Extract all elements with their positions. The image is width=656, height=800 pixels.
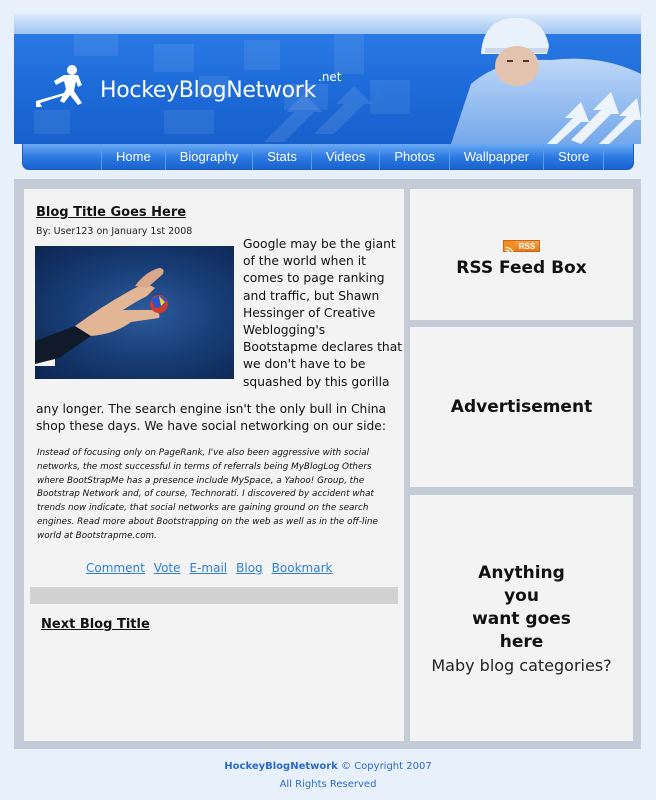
post-title[interactable]: Blog Title Goes Here [36,205,187,220]
nav-item-home[interactable]: Home [101,144,165,170]
rss-icon [504,241,515,251]
site-logo[interactable] [34,62,342,112]
post-divider [30,587,398,604]
rss-feed-title: RSS Feed Box [456,257,587,278]
footer-brand[interactable]: HockeyBlogNetwork [224,761,338,772]
comment-link[interactable]: Comment [86,561,145,575]
custom-content-box [410,495,633,741]
custom-box-title-line-4: here [499,631,544,652]
nav-item-videos[interactable]: Videos [311,144,380,170]
footer-copyright-text: © Copyright 2007 [337,761,432,772]
nav-items [101,144,604,170]
email-link[interactable]: E-mail [189,561,228,575]
custom-box-title-line-2: you [504,585,539,606]
custom-box-subtitle: Maby blog categories? [431,655,612,675]
nav-item-stats[interactable]: Stats [252,144,311,170]
logo-text: HockeyBlogNetwork [100,77,316,103]
rss-badge-label: RSS [515,241,539,251]
blog-link[interactable]: Blog [236,561,263,575]
site-header [14,14,641,144]
custom-box-title-line-1: Anything [478,562,565,583]
next-post-title[interactable]: Next Blog Title [41,617,150,632]
vote-link[interactable]: Vote [153,561,181,575]
hockey-player-photo [441,14,641,144]
main-nav [22,144,634,170]
nav-item-biography[interactable]: Biography [165,144,253,170]
nav-item-photos[interactable]: Photos [379,144,448,170]
rss-badge[interactable] [503,240,540,252]
nav-item-store[interactable]: Store [543,144,604,170]
footer-rights: All Rights Reserved [279,779,377,790]
post-quote: Instead of focusing only on PageRank, I've also been aggressive with social networks, the most successful in terms of referrals being MyBlogLog Others where BootStrapMe has a presence include MySpace, a Yahoo! Group, the Bootstrap Network and, of course, Technorati. I discovered by accident what trends now indicate, that social networks are gaining ground on the search engines. Read more about Bootstrapping on the web as well as in the off-line world at Bootstrapme.com. [37,448,378,541]
post-body-continued: any longer. The search engine isn't the only bull in China shop these days. We have social networking on our side: [36,402,387,434]
bookmark-link[interactable]: Bookmark [271,561,333,575]
post-body-right: Google may be the giant of the world when it comes to page ranking and traffic, but Shawn Hessinger of Creative Weblogging's Bootstapme declares that we don't have to be squashed by this gorilla [243,237,403,389]
nav-item-wallpapper[interactable]: Wallpapper [449,144,543,170]
post-actions [86,561,341,575]
hand-holding-ball-image [35,246,234,379]
post-image [35,246,234,379]
post-meta: By: User123 on January 1st 2008 [36,226,193,237]
custom-box-title-line-3: want goes [472,608,571,629]
footer-copyright [0,761,656,772]
logo-suffix: .net [318,70,342,84]
advertisement-title: Advertisement [450,397,593,417]
rss-feed-box [410,189,633,320]
hockey-player-silhouette-icon [34,63,98,111]
advertisement-box [410,327,633,487]
